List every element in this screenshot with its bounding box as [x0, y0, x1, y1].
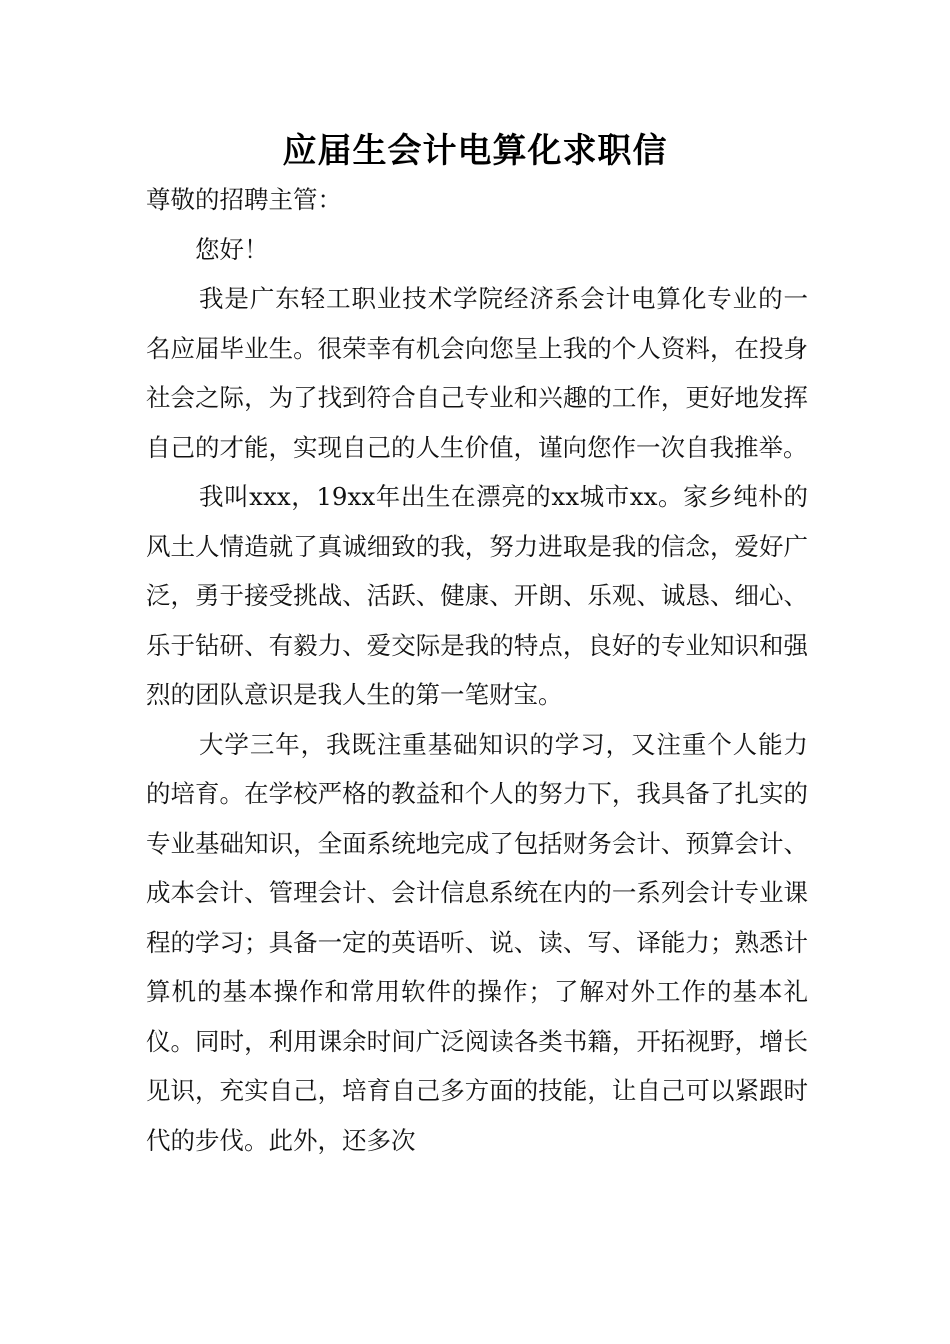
paragraph-education: 大学三年，我既注重基础知识的学习，又注重个人能力的培育。在学校严格的教益和个人的努力下，我具备了扎实的专业基础知识，全面系统地完成了包括财务会计、预算会计、成本会计、管理会计、会计信息系统在内的一系列会计专业课程的学习；具备一定的英语听、说、读、写、译能力；熟悉计算机的基本操作和常用软件的操作；了解对外工作的基本礼仪。同时，利用课余时间广泛阅读各类书籍，开拓视野，增长见识，充实自己，培育自己多方面的技能，让自己可以紧跟时代的步伐。此外，还多次 [146, 729, 808, 1155]
salutation: 尊敬的招聘主管： [146, 185, 342, 214]
paragraph-introduction: 我是广东轻工职业技术学院经济系会计电算化专业的一名应届毕业生。很荣幸有机会向您呈上我的个人资料，在投身社会之际，为了找到符合自己专业和兴趣的工作，更好地发挥自己的才能，实现自己的人生价值，谨向您作一次自我推举。 [146, 284, 808, 462]
paragraph-personal: 我叫xxx，19xx年出生在漂亮的xx城市xx。家乡纯朴的风土人情造就了真诚细致的我，努力进取是我的信念，爱好广泛，勇于接受挑战、活跃、健康、开朗、乐观、诚恳、细心、乐于钻研、有毅力、爱交际是我的特点，良好的专业知识和强烈的团队意识是我人生的第一笔财宝。 [146, 482, 808, 709]
greeting: 您好！ [195, 235, 269, 264]
document-title: 应届生会计电算化求职信 [282, 131, 668, 171]
letter-body [146, 274, 808, 1165]
